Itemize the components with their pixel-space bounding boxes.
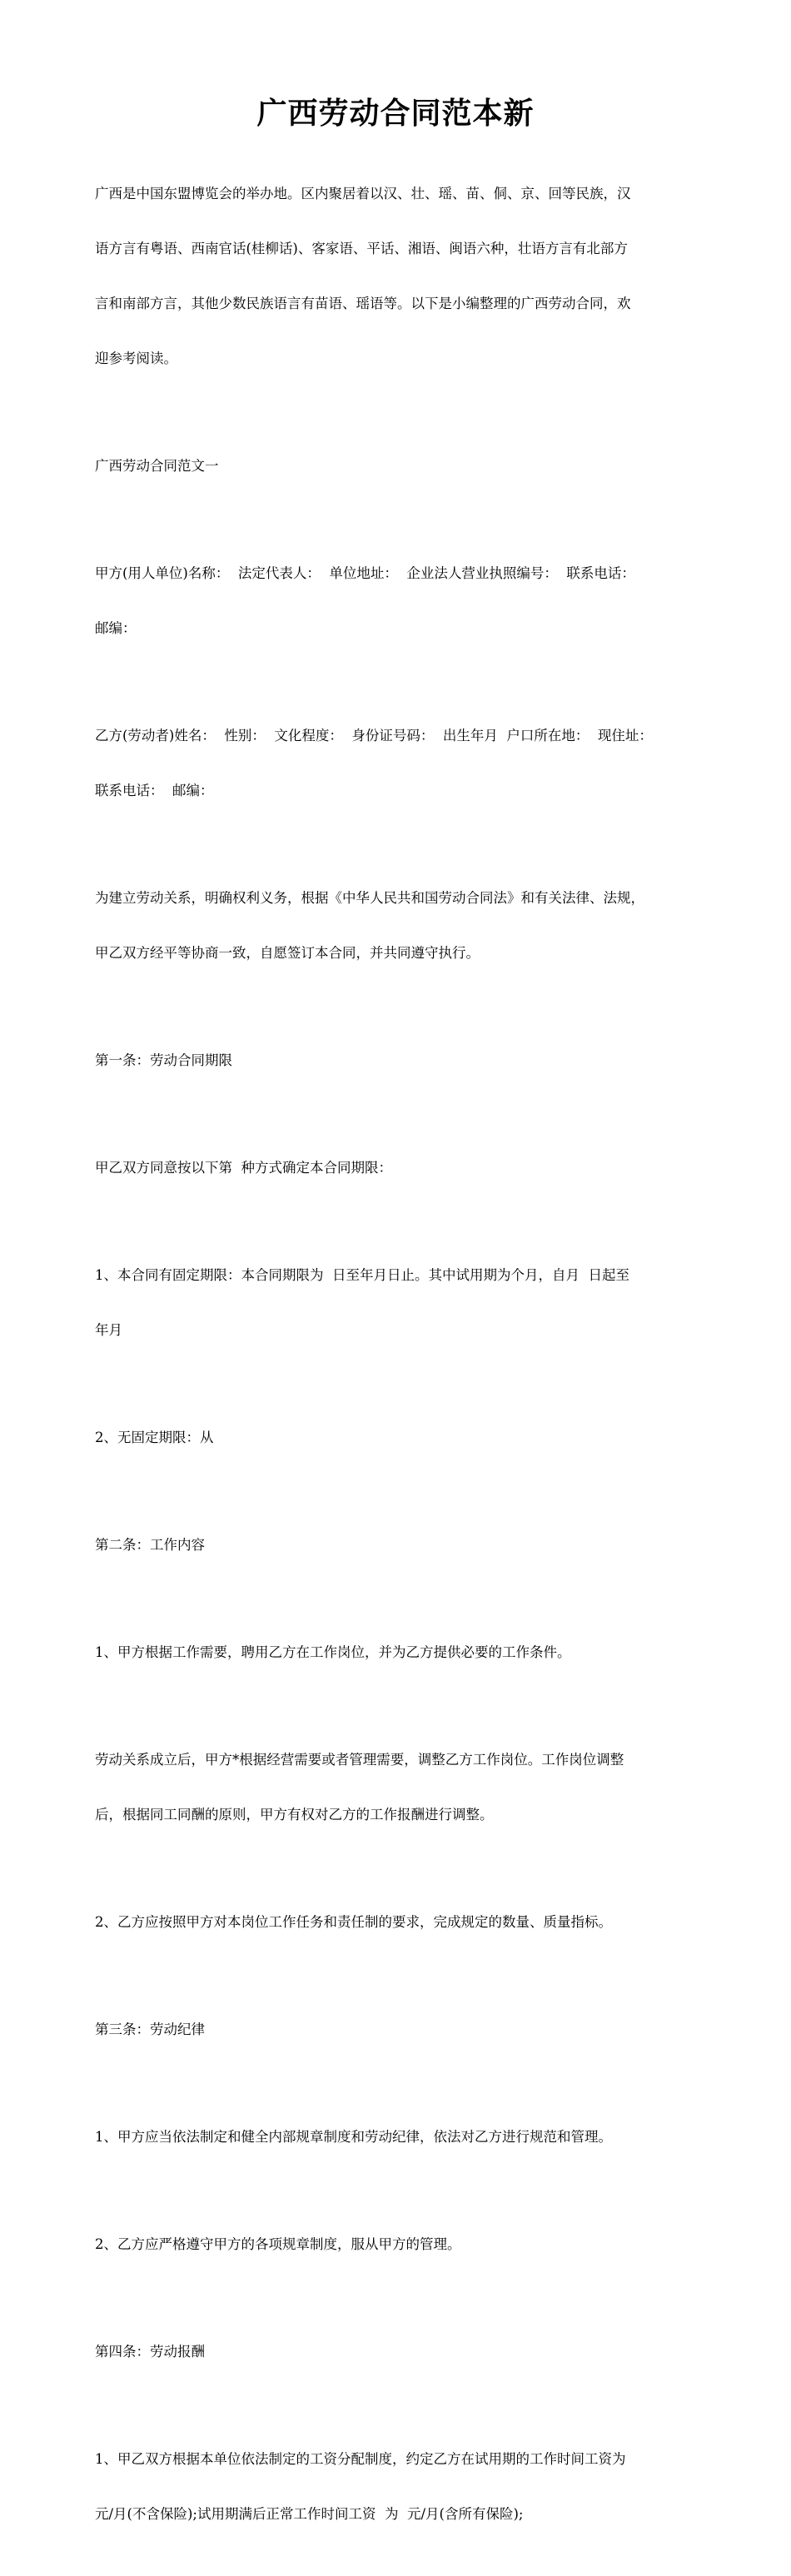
- paragraph-party-a: [95, 528, 711, 674]
- text-line: 广西是中国东盟博览会的举办地。区内聚居着以汉、壮、瑶、苗、侗、京、回等民族，汉: [95, 186, 631, 201]
- paragraph-clause: [95, 2199, 711, 2290]
- paragraph-clause: [95, 1607, 711, 1698]
- text-line: 语方言有粤语、西南官话(桂柳话)、客家语、平话、湘语、闽语六种，壮语方言有北部方: [95, 241, 628, 256]
- text-line: 1、甲方应当依法制定和健全内部规章制度和劳动纪律，依法对乙方进行规范和管理。: [95, 2129, 612, 2145]
- text-line: 元/月(不含保险);试用期满后正常工作时间工资 为 元/月(含所有保险);: [95, 2506, 524, 2522]
- text-line: 第一条：劳动合同期限: [95, 1052, 232, 1068]
- article-heading: [95, 2306, 711, 2398]
- text-line: 甲乙双方经平等协商一致，自愿签订本合同，并共同遵守执行。: [95, 945, 480, 961]
- text-line: 为建立劳动关系，明确权利义务，根据《中华人民共和国劳动合同法》和有关法律、法规，: [95, 890, 644, 906]
- text-line: 后，根据同工同酬的原则，甲方有权对乙方的工作报酬进行调整。: [95, 1807, 494, 1823]
- text-line: 广西劳动合同范文一: [95, 458, 219, 474]
- paragraph-clause: [95, 2091, 711, 2183]
- text-line: 1、甲乙双方根据本单位依法制定的工资分配制度，约定乙方在试用期的工作时间工资为: [95, 2451, 626, 2467]
- text-line: 年月: [95, 1322, 122, 1338]
- paragraph-clause: [95, 1877, 711, 1968]
- paragraph-preamble: [95, 853, 711, 999]
- text-line: 劳动关系成立后，甲方*根据经营需要或者管理需要，调整乙方工作岗位。工作岗位调整: [95, 1752, 624, 1768]
- text-line: 2、乙方应按照甲方对本岗位工作任务和责任制的要求，完成规定的数量、质量指标。: [95, 1914, 612, 1930]
- text-line: 第四条：劳动报酬: [95, 2344, 205, 2360]
- paragraph-clause: [95, 2414, 711, 2560]
- paragraph-clause: [95, 1392, 711, 1484]
- paragraph-clause: [95, 1122, 711, 1214]
- paragraph-section-heading: [95, 420, 711, 512]
- text-line: 2、无固定期限：从: [95, 1430, 214, 1445]
- document-title: 广西劳动合同范本新: [256, 96, 535, 131]
- text-line: 1、本合同有固定期限：本合同期限为 日至年月日止。其中试用期为个月，自月 日起至: [95, 1267, 629, 1283]
- text-line: 2、乙方应严格遵守甲方的各项规章制度，服从甲方的管理。: [95, 2236, 461, 2252]
- paragraph-clause: [95, 1714, 711, 1861]
- article-heading: [95, 1499, 711, 1591]
- document-body: [95, 148, 711, 2576]
- text-line: 1、甲方根据工作需要，聘用乙方在工作岗位，并为乙方提供必要的工作条件。: [95, 1644, 571, 1660]
- article-heading: [95, 1015, 711, 1106]
- text-line: 甲方(用人单位)名称： 法定代表人： 单位地址： 企业法人营业执照编号： 联系电话：: [95, 565, 635, 581]
- text-line: 迎参考阅读。: [95, 351, 177, 366]
- text-line: 邮编：: [95, 620, 137, 636]
- text-line: 甲乙双方同意按以下第 种方式确定本合同期限：: [95, 1160, 392, 1176]
- paragraph-clause: [95, 1230, 711, 1376]
- text-line: 联系电话： 邮编：: [95, 783, 214, 798]
- paragraph-party-b: [95, 690, 711, 837]
- text-line: 言和南部方言，其他少数民族语言有苗语、瑶语等。以下是小编整理的广西劳动合同，欢: [95, 296, 631, 311]
- text-line: 第二条：工作内容: [95, 1537, 205, 1553]
- article-heading: [95, 1984, 711, 2076]
- paragraph-intro: [95, 148, 711, 405]
- text-line: 乙方(劳动者)姓名： 性别： 文化程度： 身份证号码： 出生年月 户口所在地： 现住址：: [95, 728, 653, 743]
- text-line: 第三条：劳动纪律: [95, 2022, 205, 2037]
